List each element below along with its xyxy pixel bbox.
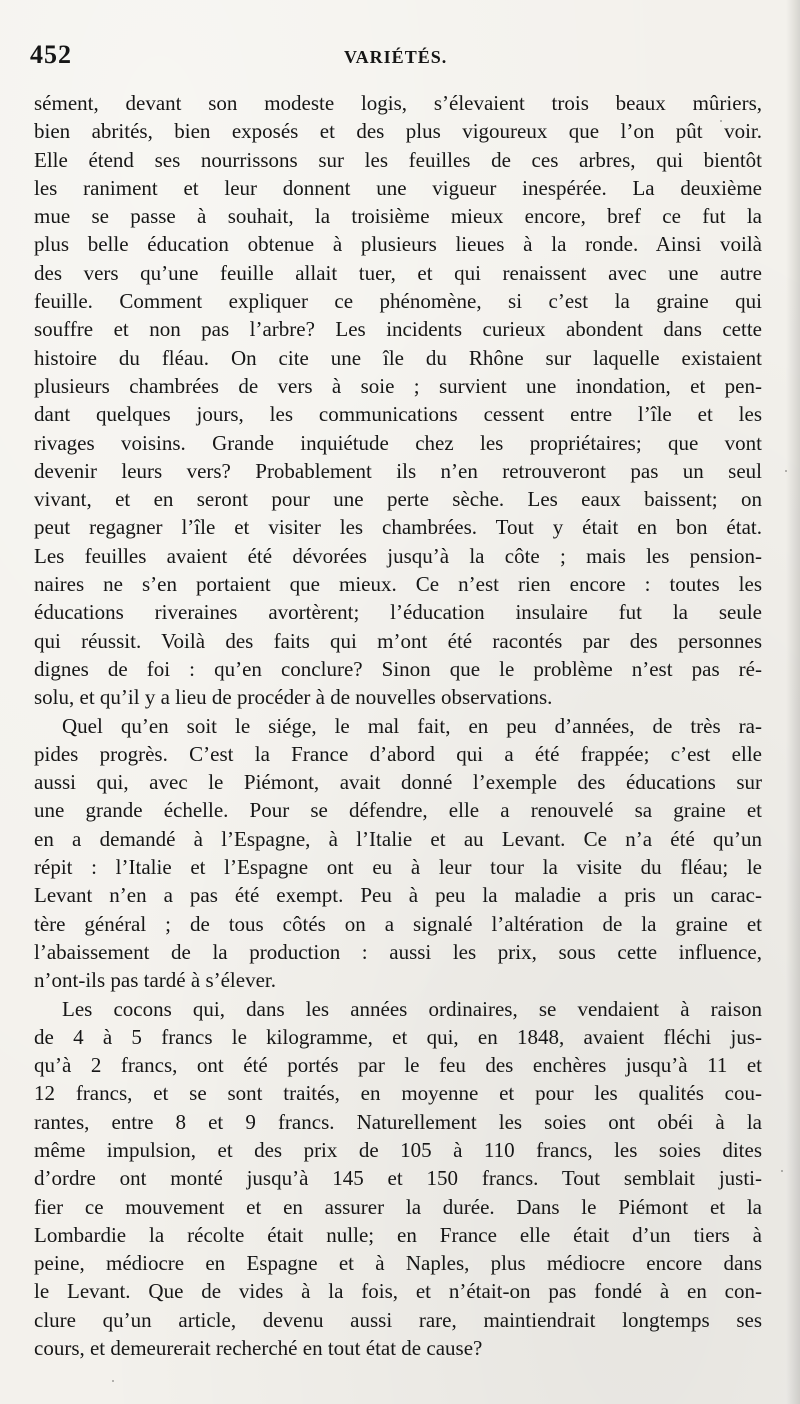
- text-line: devenir leurs vers? Probablement ils n’en retrouveront pas un seul: [34, 458, 762, 483]
- page-number: 452: [30, 40, 72, 69]
- text-line: sément, devant son modeste logis, s’élevaient trois beaux mûriers,: [34, 91, 762, 115]
- text-line: qu’à 2 francs, ont été portés par le feu des enchères jusqu’à 11 et: [34, 1053, 762, 1078]
- running-title: VARIÉTÉS.: [344, 47, 448, 67]
- page-edge-shadow: [786, 0, 800, 1404]
- text-line: feuille. Comment expliquer ce phénomène, si c’est la graine qui: [34, 289, 762, 314]
- text-line: souffre et non pas l’arbre? Les incidents curieux abondent dans cette: [34, 317, 762, 342]
- text-line: même impulsion, et des prix de 105 à 110 francs, les soies dites: [34, 1137, 762, 1162]
- text-line: l’abaissement de la production : aussi les prix, sous cette influence,: [34, 939, 762, 964]
- body-text: [34, 89, 762, 1362]
- text-line: le Levant. Que de vides à la fois, et n’était-on pas fondé à en con-: [34, 1279, 762, 1304]
- text-line: cours, et demeurerait recherché en tout état de cause?: [34, 1336, 483, 1361]
- text-line: dignes de foi : qu’en conclure? Sinon que le problème n’est pas ré-: [34, 656, 762, 681]
- text-line: bien abrités, bien exposés et des plus vigoureux que l’on pût voir.: [34, 119, 762, 144]
- text-line: 12 francs, et se sont traités, en moyenne et pour les qualités cou-: [34, 1081, 762, 1106]
- text-line: aussi qui, avec le Piémont, avait donné l’exemple des éducations sur: [34, 770, 762, 795]
- text-line: d’ordre ont monté jusqu’à 145 et 150 francs. Tout semblait justi-: [34, 1166, 762, 1191]
- text-line: histoire du fléau. On cite une île du Rhône sur laquelle existaient: [34, 345, 762, 370]
- paper-speck: [785, 470, 787, 472]
- text-line: dant quelques jours, les communications cessent entre l’île et les: [34, 402, 762, 427]
- text-line: des vers qu’une feuille allait tuer, et qui renaissent avec une autre: [34, 260, 762, 285]
- text-line: tère général ; de tous côtés on a signalé l’altération de la graine et: [34, 911, 762, 936]
- paper-speck: [112, 1380, 114, 1382]
- text-line: en a demandé à l’Espagne, à l’Italie et au Levant. Ce n’a été qu’un: [34, 826, 762, 851]
- text-line: rantes, entre 8 et 9 francs. Naturellement les soies ont obéi à la: [34, 1109, 762, 1134]
- text-line: fier ce mouvement et en assurer la durée. Dans le Piémont et la: [34, 1194, 762, 1219]
- text-line: mue se passe à souhait, la troisième mieux encore, bref ce fut la: [34, 204, 762, 229]
- text-line: n’ont-ils pas tardé à s’élever.: [34, 968, 276, 993]
- text-line: une grande échelle. Pour se défendre, elle a renouvelé sa graine et: [34, 798, 762, 823]
- text-line: qui réussit. Voilà des faits qui m’ont été racontés par des personnes: [34, 628, 762, 653]
- text-line: Elle étend ses nourrissons sur les feuilles de ces arbres, qui bientôt: [34, 147, 762, 172]
- text-line: Lombardie la récolte était nulle; en France elle était d’un tiers à: [34, 1222, 762, 1247]
- text-line: Les feuilles avaient été dévorées jusqu’à la côte ; mais les pension-: [34, 543, 762, 568]
- text-line: peut regagner l’île et visiter les chambrées. Tout y était en bon état.: [34, 515, 762, 540]
- text-line: de 4 à 5 francs le kilogramme, et qui, en 1848, avaient fléchi jus-: [34, 1024, 762, 1049]
- text-line: rivages voisins. Grande inquiétude chez les propriétaires; que vont: [34, 430, 762, 455]
- text-line: vivant, et en seront pour une perte sèche. Les eaux baissent; on: [34, 487, 762, 512]
- text-line: naires ne s’en portaient que mieux. Ce n’est rien encore : toutes les: [34, 572, 762, 597]
- text-line: éducations riveraines avortèrent; l’éducation insulaire fut la seule: [34, 600, 762, 625]
- page-header: [30, 40, 765, 80]
- text-line: Levant n’en a pas été exempt. Peu à peu la maladie a pris un carac-: [34, 883, 762, 908]
- text-line: Quel qu’en soit le siége, le mal fait, en peu d’années, de très ra-: [62, 713, 762, 738]
- text-line: plusieurs chambrées de vers à soie ; survient une inondation, et pen-: [34, 373, 762, 398]
- text-line: plus belle éducation obtenue à plusieurs lieues à la ronde. Ainsi voilà: [34, 232, 762, 257]
- text-line: solu, et qu’il y a lieu de procéder à de nouvelles observations.: [34, 685, 553, 710]
- text-line: les raniment et leur donnent une vigueur inespérée. La deuxième: [34, 175, 762, 200]
- text-line: Les cocons qui, dans les années ordinaires, se vendaient à raison: [62, 996, 762, 1021]
- text-line: peine, médiocre en Espagne et à Naples, plus médiocre encore dans: [34, 1251, 762, 1276]
- text-line: répit : l’Italie et l’Espagne ont eu à leur tour la visite du fléau; le: [34, 855, 762, 880]
- paper-speck: [781, 1170, 783, 1172]
- paper-speck: [720, 120, 722, 122]
- text-line: pides progrès. C’est la France d’abord qui a été frappée; c’est elle: [34, 741, 762, 766]
- text-line: clure qu’un article, devenu aussi rare, maintiendrait longtemps ses: [34, 1307, 762, 1332]
